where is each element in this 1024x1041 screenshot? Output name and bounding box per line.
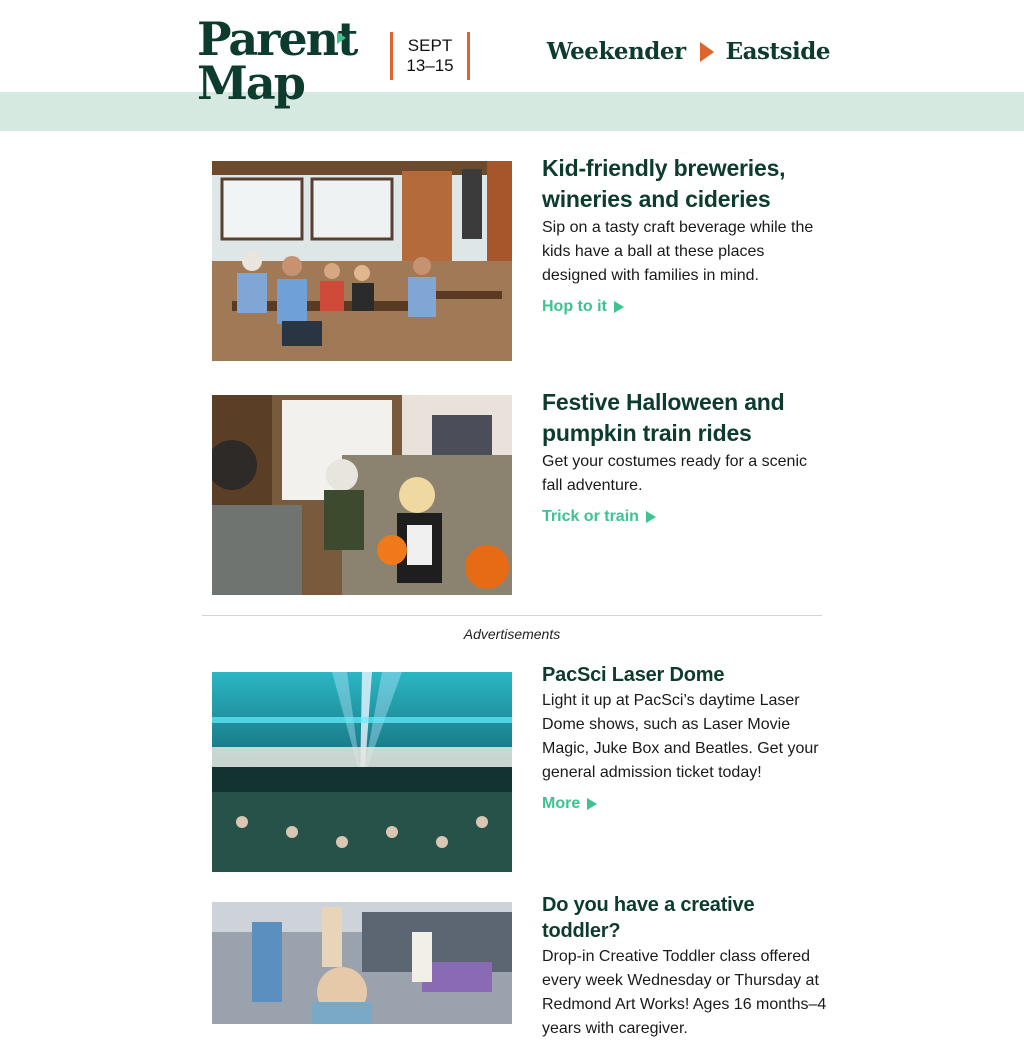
- train-photo[interactable]: [212, 395, 512, 595]
- header: [0, 0, 1024, 92]
- breadcrumb-arrow-icon: [700, 42, 714, 62]
- trick-or-train-link[interactable]: [542, 508, 656, 526]
- play-arrow-icon: [646, 511, 656, 523]
- ad-text: [542, 892, 827, 1041]
- breadcrumb-weekender: Weekender: [546, 38, 686, 65]
- play-arrow-icon: [614, 301, 624, 313]
- article-body: Sip on a tasty craft beverage while the kids have a ball at these places designed with families in mind.: [542, 219, 814, 284]
- logo-play-icon: [337, 32, 346, 44]
- play-arrow-icon: [587, 798, 597, 810]
- laser-dome-photo[interactable]: [212, 672, 512, 872]
- logo-line-2: Map: [197, 56, 304, 110]
- parentmap-logo[interactable]: [197, 12, 357, 110]
- advertisements-label: Advertisements: [463, 626, 561, 642]
- section-divider: [202, 615, 822, 616]
- header-band: [0, 92, 1024, 131]
- date-month: SEPT: [407, 36, 453, 55]
- more-link[interactable]: [542, 795, 597, 813]
- cta-label: Trick or train: [542, 508, 639, 525]
- cta-label: Hop to it: [542, 298, 607, 315]
- ad-body: Light it up at PacSci’s daytime Laser Dome shows, such as Laser Movie Magic, Juke Box and Beatles. Get your general admission ticket today!: [542, 692, 819, 781]
- article-title[interactable]: Kid-friendly breweries, wineries and cideries: [542, 155, 786, 212]
- date-range: 13–15: [406, 56, 454, 75]
- toddler-art-photo[interactable]: [212, 902, 512, 1024]
- ad-title[interactable]: PacSci Laser Dome: [542, 664, 725, 686]
- ad-text: [542, 662, 827, 813]
- brewery-photo[interactable]: [212, 161, 512, 361]
- breadcrumb: [547, 38, 830, 65]
- logo-line-1: Parent: [197, 12, 357, 66]
- cta-label: More: [542, 795, 581, 812]
- article-text: [542, 153, 827, 316]
- hop-to-it-link[interactable]: [542, 298, 624, 316]
- article-text: [542, 387, 827, 526]
- breadcrumb-eastside: Eastside: [725, 38, 830, 65]
- article-title[interactable]: Festive Halloween and pumpkin train rides: [542, 389, 785, 446]
- ad-body: Drop-in Creative Toddler class offered every week Wednesday or Thursday at Redmond Art Works! Ages 16 months–4 years with caregiver.: [542, 948, 827, 1037]
- ad-title[interactable]: Do you have a creative toddler?: [542, 894, 755, 942]
- date-badge: [390, 32, 470, 80]
- article-body: Get your costumes ready for a scenic fall adventure.: [542, 453, 807, 494]
